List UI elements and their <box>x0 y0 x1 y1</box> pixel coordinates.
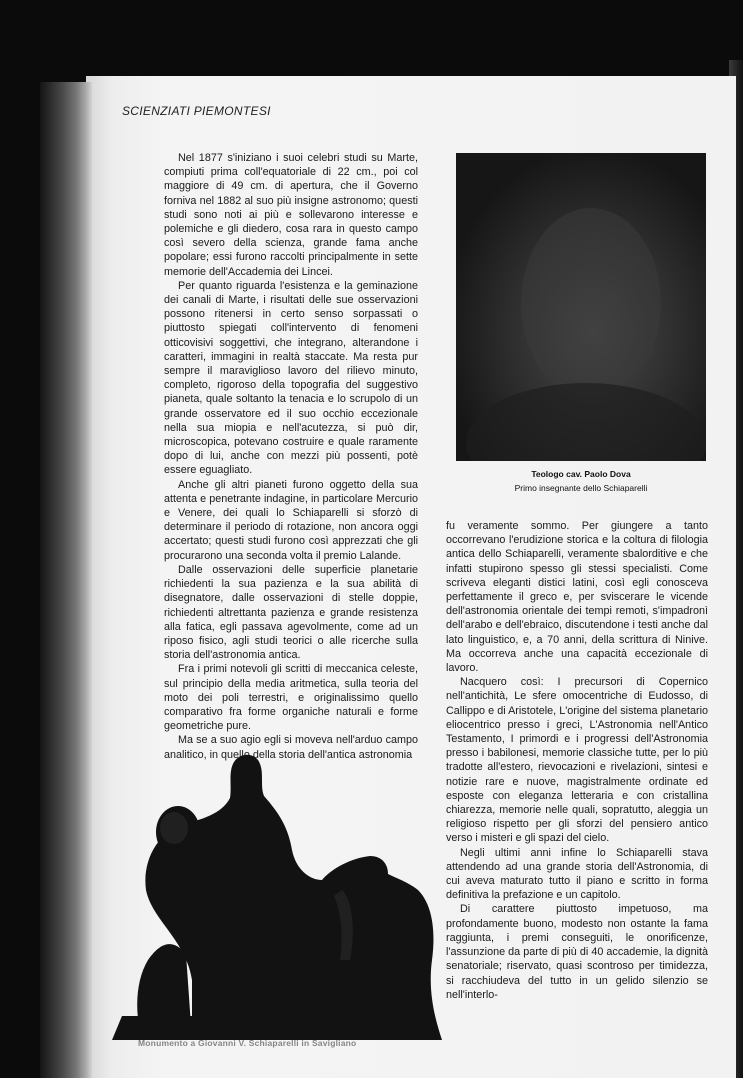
paragraph: Nel 1877 s'iniziano i suoi celebri studi su Marte, compiuti prima coll'equatoriale di 22 cm., poi col maggiore di 49 cm. di apertura, che il Governo forniva nel 1882 al suo più insigne astronomo; questi studi sono noti ai più e sollevarono interesse e polemiche e gli diedero, cosa rara in questo campo così severo della scienza, grande fama anche popolare; essi furono raccolti principalmente in sette memorie dell'Accademia dei Lincei. <box>164 152 418 278</box>
paragraph: Dalle osservazioni delle superficie planetarie richiedenti la sua pazienza e la sua abilità di disegnatore, dalle osservazioni di stelle doppie, richiedenti altrettanta pazienza e grande resistenza alla fatica, egli passava agevolmente, come ad un riposo fisico, agli studi teorici o alle ricerche sulla storia dell'astronomia antica. <box>164 563 418 662</box>
paragraph: Fra i primi notevoli gli scritti di meccanica celeste, sul principio della media aritmetica, sulla teoria del moto dei poli terrestri, e originalissimo quello comparativo fra forme organiche naturali e forme geometriche pure. <box>164 663 418 733</box>
paragraph: fu veramente sommo. Per giungere a tanto occorrevano l'erudizione storica e la coltura di filologia antica dello Schiaparelli, veramente sbalorditive e che infatti stupirono spesso gli stessi specialisti. Come scriveva eleganti distici latini, così egli conosceva perfettamente il greco e, per sviscerare le vicende dell'astronomia orientale dei tempi remoti, s'impadronì dell'arabo e dell'ebraico, discutendone i testi anche dal lato linguistico, e, a 70 anni, della scrittura di Ninive. Ma occorreva anche una capacità eccezionale di lavoro. <box>446 520 708 675</box>
photo-caption-text: Primo insegnante dello Schiaparelli <box>514 483 648 493</box>
paragraph: Per quanto riguarda l'esistenza e la geminazione dei canali di Marte, i risultati delle sue osservazioni possono ritenersi in certo senso sorpassati o piuttosto spiegati coll'intervento di fenomeni otticovisivi soggettivi, che integrano, alterandone i caratteri, immagini in realtà staccate. Ma resta pur sempre il maraviglioso lavoro del rilievo minuto, completo, rigoroso della topografia del suggestivo pianeta, quale soltanto la tenacia e lo scrupolo di un grande osservatore ed il suo occhio eccezionale nella sua miopia e nell'acutezza, si può dir, microscopica, potevano costruire e quale raramente dopo di lui, anche con mezzi più possenti, potè essere eguagliato. <box>164 279 418 477</box>
monument-caption: Monumento a Giovanni V. Schiaparelli in Savigliano <box>138 1038 357 1048</box>
running-head: SCIENZIATI PIEMONTESI <box>122 104 271 118</box>
paragraph: Negli ultimi anni infine lo Schiaparelli stava attendendo ad una grande storia dell'Astronomia, di cui aveva maturato tutto il piano e scritto in forma definitiva la prefazione e un capitolo. <box>446 846 708 902</box>
portrait-photo <box>456 153 706 461</box>
monument-sculpture-image <box>82 740 450 1040</box>
paragraph: Di carattere piuttosto impetuoso, ma profondamente buono, modesto non ostante la fama raggiunta, i premi conseguiti, le onorificenze, l'assunzione da parte di più di 40 accademie, la dignità senatoriale; riservato, quasi scontroso per timidezza, si racchiudeva del tutto in un gelido silenzio se nell'interlo- <box>446 903 708 1001</box>
right-text-column <box>446 519 708 1002</box>
left-text-column <box>164 151 418 762</box>
paragraph: Ma se a suo agio egli si moveva nell'arduo campo analitico, in quello della storia dell'antica astronomia <box>164 734 418 761</box>
portrait-photo-image <box>456 153 706 461</box>
paragraph: Nacquero così: I precursori di Copernico nell'antichità, Le sfere omocentriche di Eudosso, di Callippo e di Aristotele, L'origine del sistema planetario eliocentrico presso i greci, L'Astronomia nell'Antico Testamento, I primordi e i progressi dell'Astronomia presso i babilonesi, memorie classiche tutte, per lo più tradotte all'estero, rievocazioni e rivelazioni, sintesi e notizie rare e nuove, magistralmente ordinate ed esposte con eleganza letteraria e con cristallina chiarezza, memorie nelle quali, sopratutto, aleggia un religioso rispetto per gli sforzi del pensiero antico verso i misteri e gli spazi del cielo. <box>446 676 708 845</box>
paragraph: Anche gli altri pianeti furono oggetto della sua attenta e penetrante indagine, in particolare Mercurio e Venere, dei quali lo Schiaparelli si sforzò di determinare il periodo di rotazione, non ancora oggi accertato; questi studi furono così apprezzati che gli procurarono una seconda volta il premio Lalande. <box>164 478 418 562</box>
photo-caption-name: Teologo cav. Paolo Dova <box>531 469 631 479</box>
